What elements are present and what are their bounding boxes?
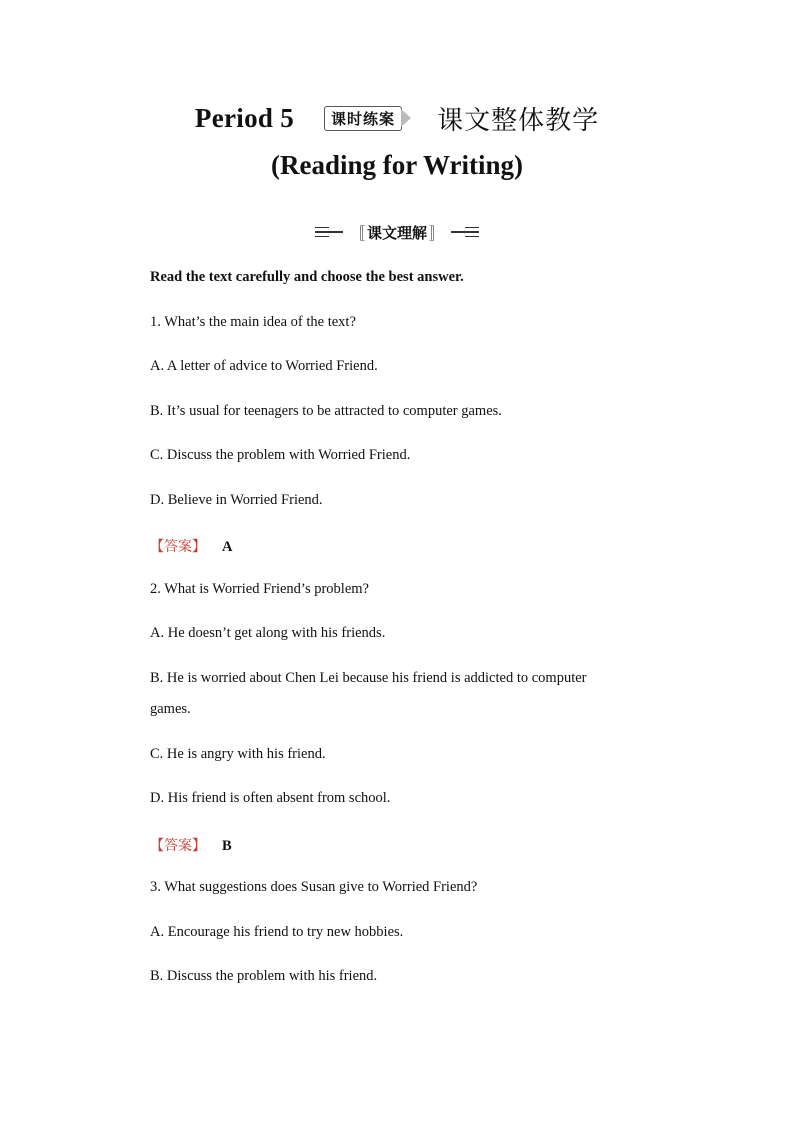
lesson-tag-label: 课时练案 [324,106,402,131]
option-continuation: games. [150,701,191,717]
option: B. Discuss the problem with his friend. [150,968,378,984]
lesson-tag [324,106,411,131]
option: B. He is worried about Chen Lei because his friend is addicted to computer [150,670,587,686]
left-bracket-icon: 〚 [348,223,365,243]
answer-label: 【答案】 [150,539,206,555]
option: D. Believe in Worried Friend. [150,492,323,508]
answer-label: 【答案】 [150,838,206,854]
period-title: Period 5 [194,102,295,133]
instruction: Read the text carefully and choose the best answer. [150,269,464,285]
option: A. He doesn’t get along with his friends. [150,625,386,641]
tag-arrow-icon [401,109,411,127]
answer-value: A [222,539,233,555]
option: A. A letter of advice to Worried Friend. [150,358,378,374]
option: D. His friend is often absent from school. [150,790,391,806]
chinese-title: 课文整体教学 [437,105,600,136]
left-rule-icon [315,227,343,238]
answer-row [150,536,232,556]
section-header [0,220,794,244]
title-row [0,96,794,140]
option: C. He is angry with his friend. [150,746,326,762]
option: A. Encourage his friend to try new hobbies. [150,924,404,940]
option: B. It’s usual for teenagers to be attracted to computer games. [150,403,502,419]
answer-value: B [222,838,232,854]
section-label: 课文理解 [366,223,427,242]
option: C. Discuss the problem with Worried Friend. [150,447,411,463]
question-stem: 2. What is Worried Friend’s problem? [150,581,369,597]
question-stem: 1. What’s the main idea of the text? [150,314,356,330]
answer-row [150,835,232,855]
right-bracket-icon: 〛 [429,223,446,243]
right-rule-icon [451,227,479,238]
question-stem: 3. What suggestions does Susan give to Worried Friend? [150,879,478,895]
subtitle: (Reading for Writing) [270,150,523,180]
